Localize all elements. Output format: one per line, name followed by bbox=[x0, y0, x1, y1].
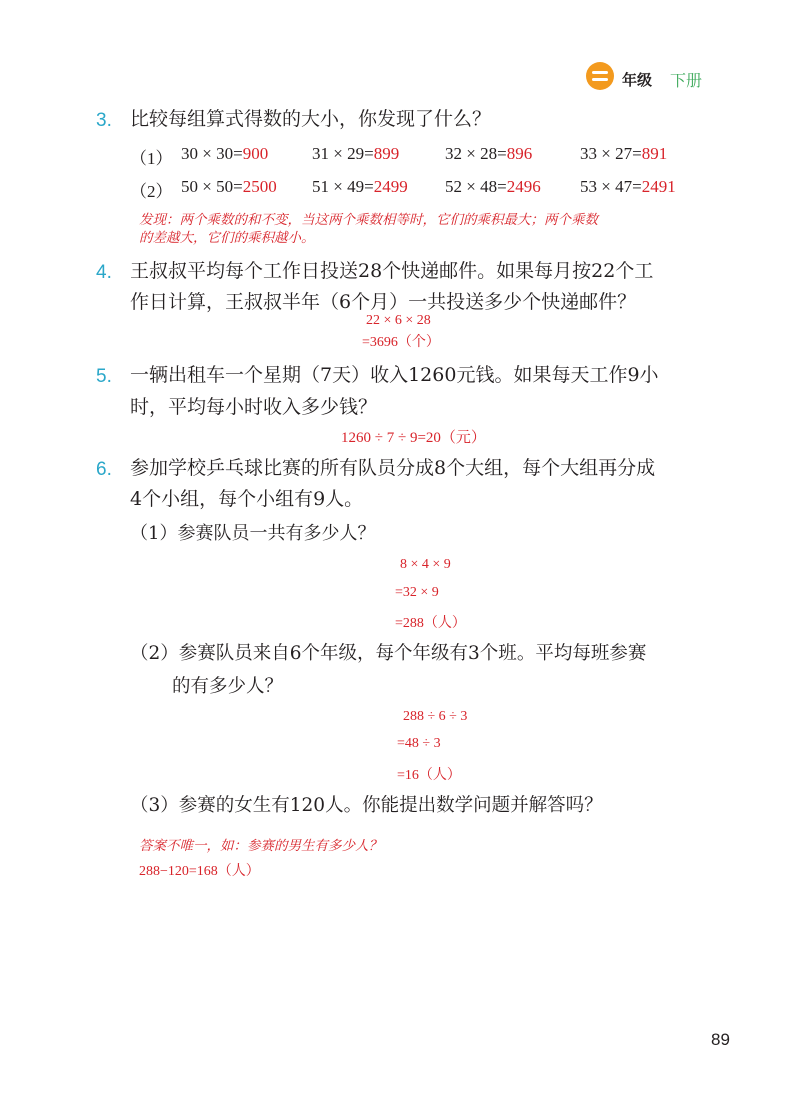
q6-sub1-answer-line2: =32 × 9 bbox=[395, 585, 439, 600]
q6-sub2-answer-line1: 288 ÷ 6 ÷ 3 bbox=[403, 709, 468, 724]
q3-row2-item2: 51 × 49=2499 bbox=[312, 177, 408, 196]
q6-sub3-text: （3）参赛的女生有120人。你能提出数学问题并解答吗？ bbox=[130, 795, 603, 816]
q4-line2: 作日计算，王叔叔半年（6个月）一共投送多少个快递邮件？ bbox=[130, 291, 637, 313]
q5-answer: 1260 ÷ 7 ÷ 9=20（元） bbox=[341, 430, 486, 446]
q4-answer-line1: 22 × 6 × 28 bbox=[366, 313, 431, 328]
grade-label: 年级 bbox=[622, 72, 653, 89]
q6-number: 6. bbox=[96, 459, 112, 480]
q3-row1-label: （1） bbox=[130, 149, 173, 168]
q3-row1-item1: 30 × 30=900 bbox=[181, 144, 269, 163]
q3-row2-label: （2） bbox=[130, 182, 173, 201]
q3-number: 3. bbox=[96, 110, 112, 131]
q5-number: 5. bbox=[96, 366, 112, 387]
q5-line1: 一辆出租车一个星期（7天）收入1260元钱。如果每天工作9小 bbox=[130, 364, 659, 386]
q3-row1-item2: 31 × 29=899 bbox=[312, 144, 400, 163]
q6-sub2-line1: （2）参赛队员来自6个年级，每个年级有3个班。平均每班参赛 bbox=[130, 643, 647, 664]
q6-sub3-answer-line2: 288−120=168（人） bbox=[139, 864, 260, 879]
q4-answer-line2: =3696（个） bbox=[362, 335, 440, 350]
q6-sub1-text: （1）参赛队员一共有多少人？ bbox=[130, 523, 376, 544]
q6-line2: 4个小组，每个小组有9人。 bbox=[130, 488, 364, 510]
grade-badge-icon bbox=[586, 62, 614, 90]
q6-sub3-answer-line1: 答案不唯一，如：参赛的男生有多少人？ bbox=[139, 838, 382, 854]
q6-sub1-answer-line3: =288（人） bbox=[395, 616, 466, 631]
q3-answer-line1: 发现：两个乘数的和不变，当这两个乘数相等时，它们的乘积最大；两个乘数 bbox=[139, 212, 598, 228]
q6-sub2-answer-line3: =16（人） bbox=[397, 768, 461, 783]
q3-text: 比较每组算式得数的大小，你发现了什么？ bbox=[130, 108, 492, 130]
q6-line1: 参加学校乒乓球比赛的所有队员分成8个大组，每个大组再分成 bbox=[130, 457, 656, 479]
volume-label: 下册 bbox=[670, 73, 703, 90]
q6-sub1-answer-line1: 8 × 4 × 9 bbox=[400, 557, 451, 572]
q4-line1: 王叔叔平均每个工作日投送28个快递邮件。如果每月按22个工 bbox=[130, 260, 654, 282]
q5-line2: 时，平均每小时收入多少钱？ bbox=[130, 396, 378, 418]
q3-row1-item3: 32 × 28=896 bbox=[445, 144, 533, 163]
q3-answer-line2: 的差越大，它们的乘积越小。 bbox=[139, 230, 315, 246]
q4-number: 4. bbox=[96, 262, 112, 283]
q6-sub2-line2: 的有多少人？ bbox=[172, 676, 284, 697]
page-number: 89 bbox=[711, 1030, 730, 1049]
q6-sub2-answer-line2: =48 ÷ 3 bbox=[397, 736, 441, 751]
q3-row2-item4: 53 × 47=2491 bbox=[580, 177, 676, 196]
q3-row2-item3: 52 × 48=2496 bbox=[445, 177, 541, 196]
q3-row2-item1: 50 × 50=2500 bbox=[181, 177, 277, 196]
q3-row1-item4: 33 × 27=891 bbox=[580, 144, 668, 163]
